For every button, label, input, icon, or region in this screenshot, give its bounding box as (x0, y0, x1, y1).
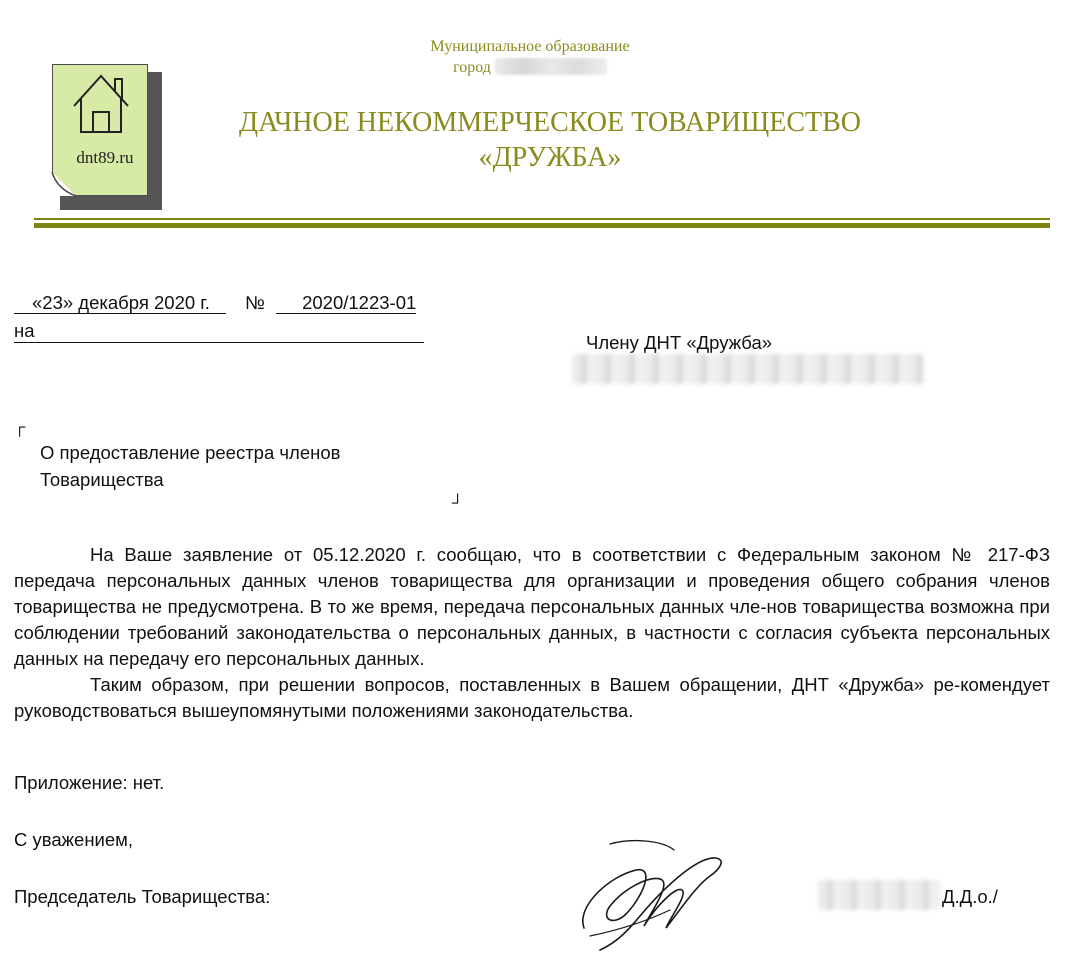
municipality-line-2 (330, 58, 730, 77)
redacted-city-name (495, 58, 607, 75)
subject-line-2: Товарищества (40, 469, 164, 490)
body-paragraph-1: На Ваше заявление от 05.12.2020 г. сообщаю, что в соответствии с Федеральным законом № 217-ФЗ передача персональных данных членов товарищества для организации и проведения общего собрания членов товарищества не предусмотрена. В то же время, передача персональных данных чле-нов товарищества возможна при соблюдении требований законодательства о персональных данных, в частности с согласия субъекта персональных данных на передачу его персональных данных. (14, 544, 1050, 669)
house-icon (70, 70, 132, 136)
header-rule-thin (34, 218, 1050, 220)
letter-body (14, 542, 1050, 724)
handwritten-signature (570, 836, 730, 958)
letter-number: 2020/1223-01 (276, 292, 416, 314)
subject-corner-bottom-right: ┘ (452, 495, 464, 512)
closing: С уважением, (14, 829, 134, 850)
body-paragraph-2: Таким образом, при решении вопросов, поставленных в Вашем обращении, ДНТ «Дружба» ре-комендует руководствоваться вышеупомянутыми положениями законодательства. (14, 674, 1050, 721)
signer-title: Председатель Товарищества: (14, 886, 271, 907)
org-name: «ДРУЖБА» (478, 142, 622, 173)
org-type: ДАЧНОЕ НЕКОММЕРЧЕСКОЕ ТОВАРИЩЕСТВО (239, 107, 861, 138)
recipient: Члену ДНТ «Дружба» (586, 332, 773, 353)
redacted-signer-name (818, 880, 940, 910)
number-label: № (245, 292, 265, 313)
reply-to-label: на (14, 320, 35, 341)
page-curl-icon (51, 171, 77, 197)
reply-to-line (14, 342, 424, 343)
letter-date: «23» декабря 2020 г. (14, 292, 226, 314)
signer-name-suffix: Д.Д.о./ (942, 886, 998, 907)
header-rule-thick (34, 223, 1050, 228)
municipality-line-1: Муниципальное образование (430, 38, 630, 55)
date-number-line (14, 290, 416, 316)
subject-corner-top-left: ┌ (14, 419, 26, 436)
logo-text: dnt89.ru (76, 148, 134, 167)
subject-line-1: О предоставление реестра членов (40, 442, 341, 463)
redacted-recipient-details (572, 354, 924, 384)
attachment-note: Приложение: нет. (14, 772, 165, 793)
municipality-city-label: город (453, 59, 491, 76)
